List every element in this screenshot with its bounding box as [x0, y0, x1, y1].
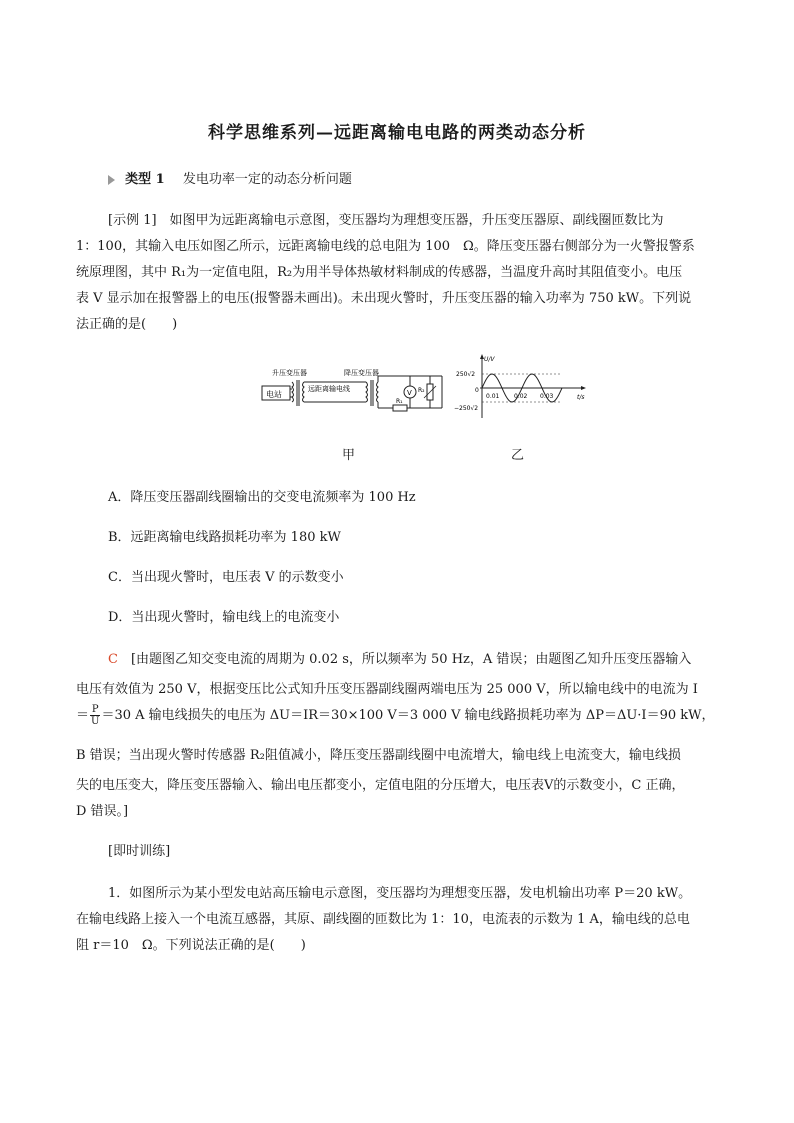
equals-sign: ＝: [76, 708, 90, 723]
transmission-line-label: 远距离输电线: [308, 385, 350, 393]
fraction-denominator: U: [91, 716, 100, 727]
option-c: C．当出现火警时，电压表 V 的示数变小: [108, 570, 344, 585]
section-heading: [108, 168, 352, 187]
answer-line: B 错误；当出现火警时传感器 R₂阻值减小，降压变压器副线圈中电流增大，输电线上电流变大，输电线损: [76, 748, 681, 763]
section-text: 发电功率一定的动态分析问题: [182, 172, 352, 187]
option-b: B．远距离输电线路损耗功率为 180 kW: [108, 530, 341, 545]
figure-caption-left: 甲: [342, 448, 356, 463]
triangle-icon: [108, 175, 115, 185]
figure-caption-right: 乙: [511, 448, 525, 463]
option-a: A．降压变压器副线圈输出的交变电流频率为 100 Hz: [108, 490, 416, 505]
x-axis-label: t/s: [577, 394, 585, 401]
example-line: [示例 1] 如图甲为远距离输电示意图，变压器均为理想变压器，升压变压器原、副线圈匝数比为: [108, 213, 664, 228]
option-d: D．当出现火警时，输电线上的电流变小: [108, 610, 340, 625]
question-line: 阻 r＝10 Ω。下列说法正确的是( ): [76, 938, 306, 953]
power-station-label: 电站: [266, 390, 282, 399]
voltage-graph: [454, 352, 590, 422]
answer-line: [76, 704, 720, 727]
step-up-label: 升压变压器: [272, 369, 307, 377]
tick-label: 0.01: [486, 393, 500, 400]
step-down-label: 降压变压器: [344, 369, 379, 377]
example-line: 1：100，其输入电压如图乙所示，远距离输电线的总电阻为 100 Ω。降压变压器右侧部分为一火警报警系: [76, 239, 695, 254]
answer-line: 电压有效值为 250 V，根据变压比公式知升压变压器副线圈两端电压为 25 000 V，所以输电线中的电流为 I: [76, 682, 698, 697]
circuit-diagram: [260, 362, 460, 420]
answer-line: [108, 648, 720, 667]
y-axis-label: U/V: [484, 356, 495, 363]
resistor-r1: [393, 405, 407, 411]
r2-label: R₂: [418, 387, 425, 394]
answer-letter: C: [108, 652, 118, 667]
answer-line: D 错误。]: [76, 804, 129, 819]
page-title: 科学思维系列—远距离输电电路的两类动态分析: [208, 123, 586, 143]
example-line: 统原理图，其中 R₁为一定值电阻，R₂为用半导体热敏材料制成的传感器，当温度升高时其阻值变小。电压: [76, 265, 683, 280]
question-line: 在输电线路上接入一个电流互感器，其原、副线圈的匝数比为 1：10，电流表的示数为 1 A，输电线的总电: [76, 912, 690, 927]
example-line: 表 V 显示加在报警器上的电压(报警器未画出)。未出现火警时，升压变压器的输入功率为 750 kW。下列说: [76, 291, 692, 306]
section-tag: 类型 1: [125, 172, 165, 187]
y-min-label: −250√2: [454, 405, 479, 412]
r1-label: R₁: [396, 398, 403, 405]
voltmeter-label: V: [407, 389, 412, 397]
origin-label: 0: [475, 387, 479, 394]
practice-label: [即时训练]: [108, 844, 171, 859]
step-down-transformer: [366, 380, 378, 406]
tick-label: 0.03: [540, 393, 554, 400]
answer-text: [由题图乙知交变电流的周期为 0.02 s，所以频率为 50 Hz，A 错误；由题图乙知升压变压器输入: [117, 652, 692, 667]
example-line: 法正确的是( ): [76, 317, 178, 332]
answer-text: ＝30 A 输电线损失的电压为 ΔU＝IR＝30×100 V＝3 000 V 输电线路损耗功率为 ΔP＝ΔU·I＝90 kW，: [101, 708, 715, 723]
answer-line: 失的电压变大，降压变压器输入、输出电压都变小，定值电阻的分压增大，电压表V的示数变小，C 正确，: [76, 778, 685, 793]
step-up-transformer: [292, 380, 304, 406]
question-line: 1．如图所示为某小型发电站高压输电示意图，变压器均为理想变压器，发电机输出功率 P＝20 kW。: [108, 886, 692, 901]
fraction-numerator: P: [91, 704, 99, 715]
y-max-label: 250√2: [456, 371, 476, 378]
fraction: [90, 704, 100, 727]
tick-label: 0.02: [514, 393, 528, 400]
